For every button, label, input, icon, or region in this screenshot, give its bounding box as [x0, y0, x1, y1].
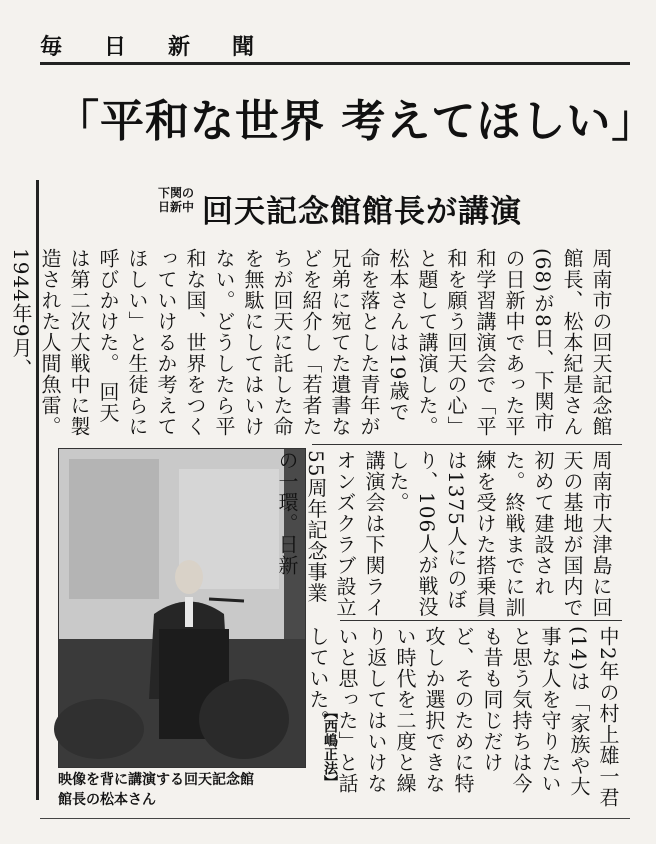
newspaper-masthead: 毎日新聞 [40, 34, 297, 60]
caption-line-1: 映像を背に講演する回天記念館 [58, 772, 254, 788]
headline-kicker [138, 186, 194, 214]
column-divider-2 [340, 620, 622, 621]
article-body-bottom-right-2: 講演会は下関ライオンズクラブ設立55周年記念事業の一環。日新 [275, 450, 386, 618]
lecture-photo-image [59, 449, 305, 767]
page-bottom-rule [40, 818, 630, 819]
caption-line-2: 館長の松本さん [58, 792, 156, 808]
reporter-byline: 【西嶋正法】 [322, 705, 338, 789]
kicker-line-2: 日新中 [157, 200, 194, 214]
article-body-top: 周南市の回天記念館館長、松本紀是さん(68)が8日、下関市の日新中であった平和学習講演会で「平和を願う回天の心」と題して講演した。松本さんは19歳で命を落とした青年が兄弟に宛てた遺書などを紹介し「若者たちが回天に託した命を無駄にしてはいけない。どうしたら平和な国、世界をつくっていけるか考えてほしい」と生徒らに呼びかけた。 回天は第二次大戦中に製造された人間魚雷。1944年9月、 [9, 248, 613, 437]
article-body-bottom-far: 中2年の村上雄一君(14)は「家族や大事な人を守りたいと思う気持ちは今も昔も同じだけど、そのために特攻しか選択できない時代を二度と繰り返してはいけないと思った」と話していた。 [306, 626, 620, 808]
article-body-bottom-right: 周南市大津島に回天の基地が国内で初めて建設された。終戦までに訓練を受けた搭乗員は1375人にのぼり、106人が戦没した。 [386, 450, 613, 618]
article-subheadline: 回天記念館館長が講演 [202, 194, 522, 230]
column-divider [312, 444, 622, 445]
kicker-line-1: 下関の [157, 186, 194, 200]
lecture-photo [58, 448, 306, 768]
article-headline: 「平和な世界 考えてほしい」 [55, 96, 656, 147]
masthead-rule [40, 62, 630, 65]
photo-caption [58, 770, 318, 810]
